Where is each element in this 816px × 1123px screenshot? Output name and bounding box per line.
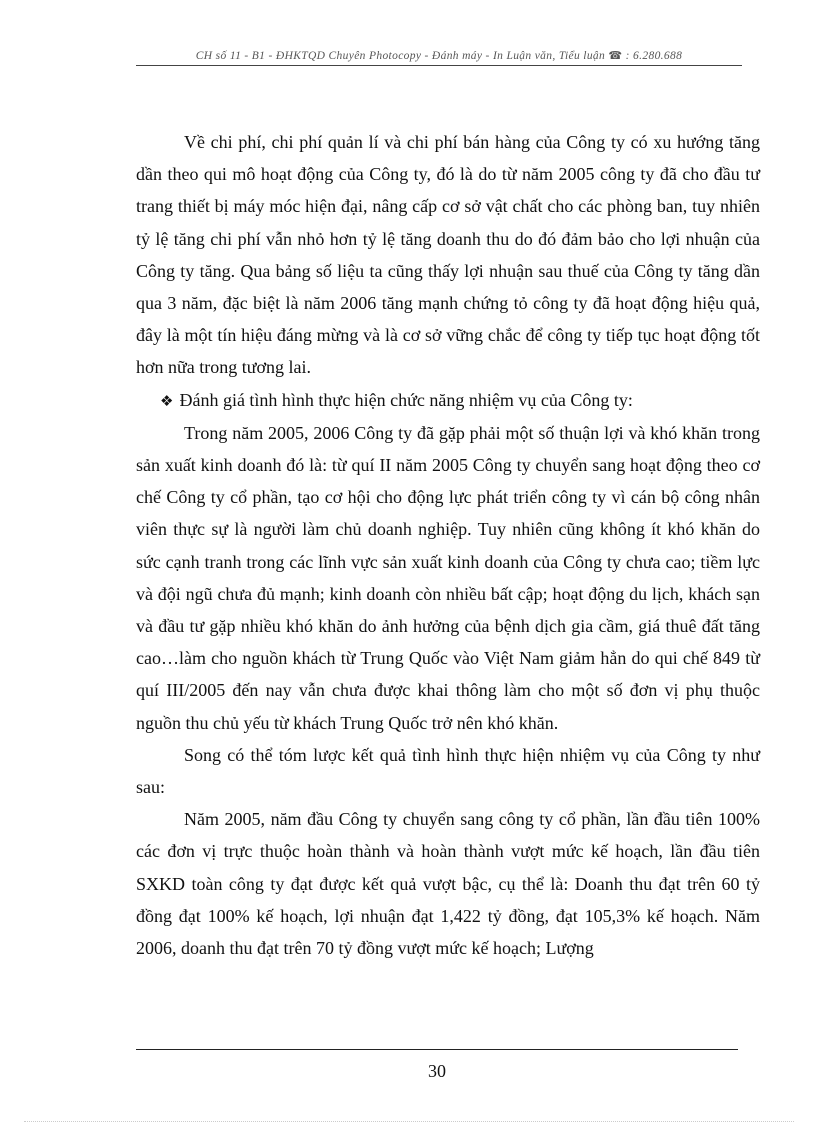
- header-rule: [136, 65, 742, 66]
- header-phone: : 6.280.688: [625, 50, 683, 62]
- bullet-heading: [136, 384, 760, 417]
- page-number: 30: [428, 1061, 446, 1081]
- bullet-heading-text: Đánh giá tình hình thực hiện chức năng nhiệm vụ của Công ty:: [179, 389, 633, 410]
- paragraph-costs: Về chi phí, chi phí quản lí và chi phí bán hàng của Công ty có xu hướng tăng dần theo qui mô hoạt động của Công ty, đó là do từ năm 2005 công ty đã cho đầu tư trang thiết bị máy móc hiện đại, nâng cấp cơ sở vật chất cho các phòng ban, tuy nhiên tỷ lệ tăng chi phí vẫn nhỏ hơn tỷ lệ tăng doanh thu do đó đảm bảo cho lợi nhuận của Công ty tăng. Qua bảng số liệu ta cũng thấy lợi nhuận sau thuế của Công ty tăng dần qua 3 năm, đặc biệt là năm 2006 tăng mạnh chứng tỏ công ty đã hoạt động hiệu quả, đây là một tín hiệu đáng mừng và là cơ sở vững chắc để công ty tiếp tục hoạt động tốt hơn nữa trong tương lai.: [136, 132, 760, 378]
- footer-rule: [136, 1049, 738, 1050]
- page-bottom-border: [24, 1121, 794, 1122]
- telephone-icon: ☎: [608, 50, 623, 62]
- header-text: CH số 11 - B1 - ĐHKTQD Chuyên Photocopy - Đánh máy - In Luận văn, Tiểu luận: [195, 50, 606, 62]
- diamond-bullet-icon: ❖: [160, 391, 174, 410]
- paragraph-difficulties: Trong năm 2005, 2006 Công ty đã gặp phải một số thuận lợi và khó khăn trong sản xuất kinh doanh đó là: từ quí II năm 2005 Công ty chuyển sang hoạt động theo cơ chế Công ty cổ phần, tạo cơ hội cho động lực phát triển công ty vì cán bộ công nhân viên thực sự là người làm chủ doanh nghiệp. Tuy nhiên cũng không ít khó khăn do sức cạnh tranh trong các lĩnh vực sản xuất kinh doanh của Công ty chưa cao; tiềm lực và đội ngũ chưa đủ mạnh; kinh doanh còn nhiều bất cập; hoạt động du lịch, khách sạn và đầu tư gặp nhiều khó khăn do ảnh hưởng của bệnh dịch gia cầm, giá thuê đất tăng cao…làm cho nguồn khách từ Trung Quốc vào Việt Nam giảm hẳn do qui chế 849 từ quí III/2005 đến nay vẫn chưa được khai thông làm cho một số đơn vị phụ thuộc nguồn thu chủ yếu từ khách Trung Quốc trở nên khó khăn.: [136, 422, 760, 733]
- page-header: [136, 49, 742, 62]
- paragraph-results: Năm 2005, năm đầu Công ty chuyển sang công ty cổ phần, lần đầu tiên 100% các đơn vị trực thuộc hoàn thành và hoàn thành vượt mức kế hoạch, lần đầu tiên SXKD toàn công ty đạt được kết quả vượt bậc, cụ thể là: Doanh thu đạt trên 60 tỷ đồng đạt 100% kế hoạch, lợi nhuận đạt 1,422 tỷ đồng, đạt 105,3% kế hoạch. Năm 2006, doanh thu đạt trên 70 tỷ đồng vượt mức kế hoạch; Lượng: [136, 809, 760, 959]
- body-text: [136, 126, 760, 964]
- paragraph-summary-intro: Song có thể tóm lược kết quả tình hình thực hiện nhiệm vụ của Công ty như sau:: [136, 744, 760, 798]
